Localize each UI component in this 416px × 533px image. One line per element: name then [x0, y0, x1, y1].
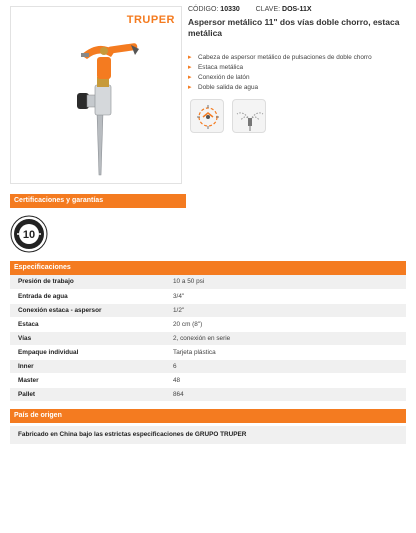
code-value: 10330 — [220, 6, 240, 13]
table-row — [10, 317, 406, 331]
table-row — [10, 345, 406, 359]
spec-label: Pallet — [10, 387, 165, 401]
spec-value: 20 cm (8") — [165, 317, 406, 331]
thumbnail-rotation[interactable] — [190, 99, 224, 133]
spec-label: Entrada de agua — [10, 289, 165, 303]
spec-label: Master — [10, 373, 165, 387]
table-row — [10, 303, 406, 317]
table-row — [10, 387, 406, 401]
product-info — [188, 6, 410, 93]
warranty-number: 10 — [22, 229, 36, 241]
code-label: CÓDIGO: — [188, 6, 219, 13]
truper-logo: TRUPER — [126, 14, 175, 26]
spec-value: 10 a 50 psi — [165, 275, 406, 289]
rotation-diagram-icon — [191, 100, 225, 134]
thumbnail-spray[interactable] — [232, 99, 266, 133]
table-row — [10, 275, 406, 289]
spec-label: Presión de trabajo — [10, 275, 165, 289]
table-row — [10, 373, 406, 387]
feature-list — [188, 53, 410, 93]
feature-item: ▸ Conexión de latón — [188, 73, 410, 83]
feature-item: ▸ Cabeza de aspersor metálico de pulsaciones de doble chorro — [188, 53, 410, 63]
table-row — [10, 289, 406, 303]
spec-label: Inner — [10, 359, 165, 373]
table-row — [10, 359, 406, 373]
warranty-badge — [10, 215, 48, 253]
warranty-10-years-seal — [10, 215, 48, 253]
spec-value: 6 — [165, 359, 406, 373]
spec-value: 864 — [165, 387, 406, 401]
key-value: DOS-11X — [282, 6, 312, 13]
product-image-box — [10, 6, 182, 184]
key-label: CLAVE: — [255, 6, 281, 13]
table-row — [10, 331, 406, 345]
specs-table — [10, 275, 406, 402]
certifications-header: Certificaciones y garantías — [10, 194, 186, 208]
feature-item: ▸ Doble salida de agua — [188, 83, 410, 93]
spec-label: Conexión estaca - aspersor — [10, 303, 165, 317]
specs-header: Especificaciones — [10, 261, 406, 275]
double-spray-icon — [233, 100, 267, 134]
origin-header: País de origen — [10, 409, 406, 423]
spec-value: Tarjeta plástica — [165, 345, 406, 359]
origin-text: Fabricado en China bajo las estrictas especificaciones de GRUPO TRUPER — [10, 426, 406, 444]
spec-label: Estaca — [10, 317, 165, 331]
spec-label: Vías — [10, 331, 165, 345]
spec-value: 1/2" — [165, 303, 406, 317]
product-codes — [188, 6, 410, 13]
spec-label: Empaque individual — [10, 345, 165, 359]
spec-value: 48 — [165, 373, 406, 387]
spec-value: 3/4" — [165, 289, 406, 303]
spec-value: 2, conexión en serie — [165, 331, 406, 345]
product-title: Aspersor metálico 11" dos vías doble chorro, estaca metálica — [188, 17, 400, 39]
product-image — [11, 7, 183, 185]
feature-item: ▸ Estaca metálica — [188, 63, 410, 73]
